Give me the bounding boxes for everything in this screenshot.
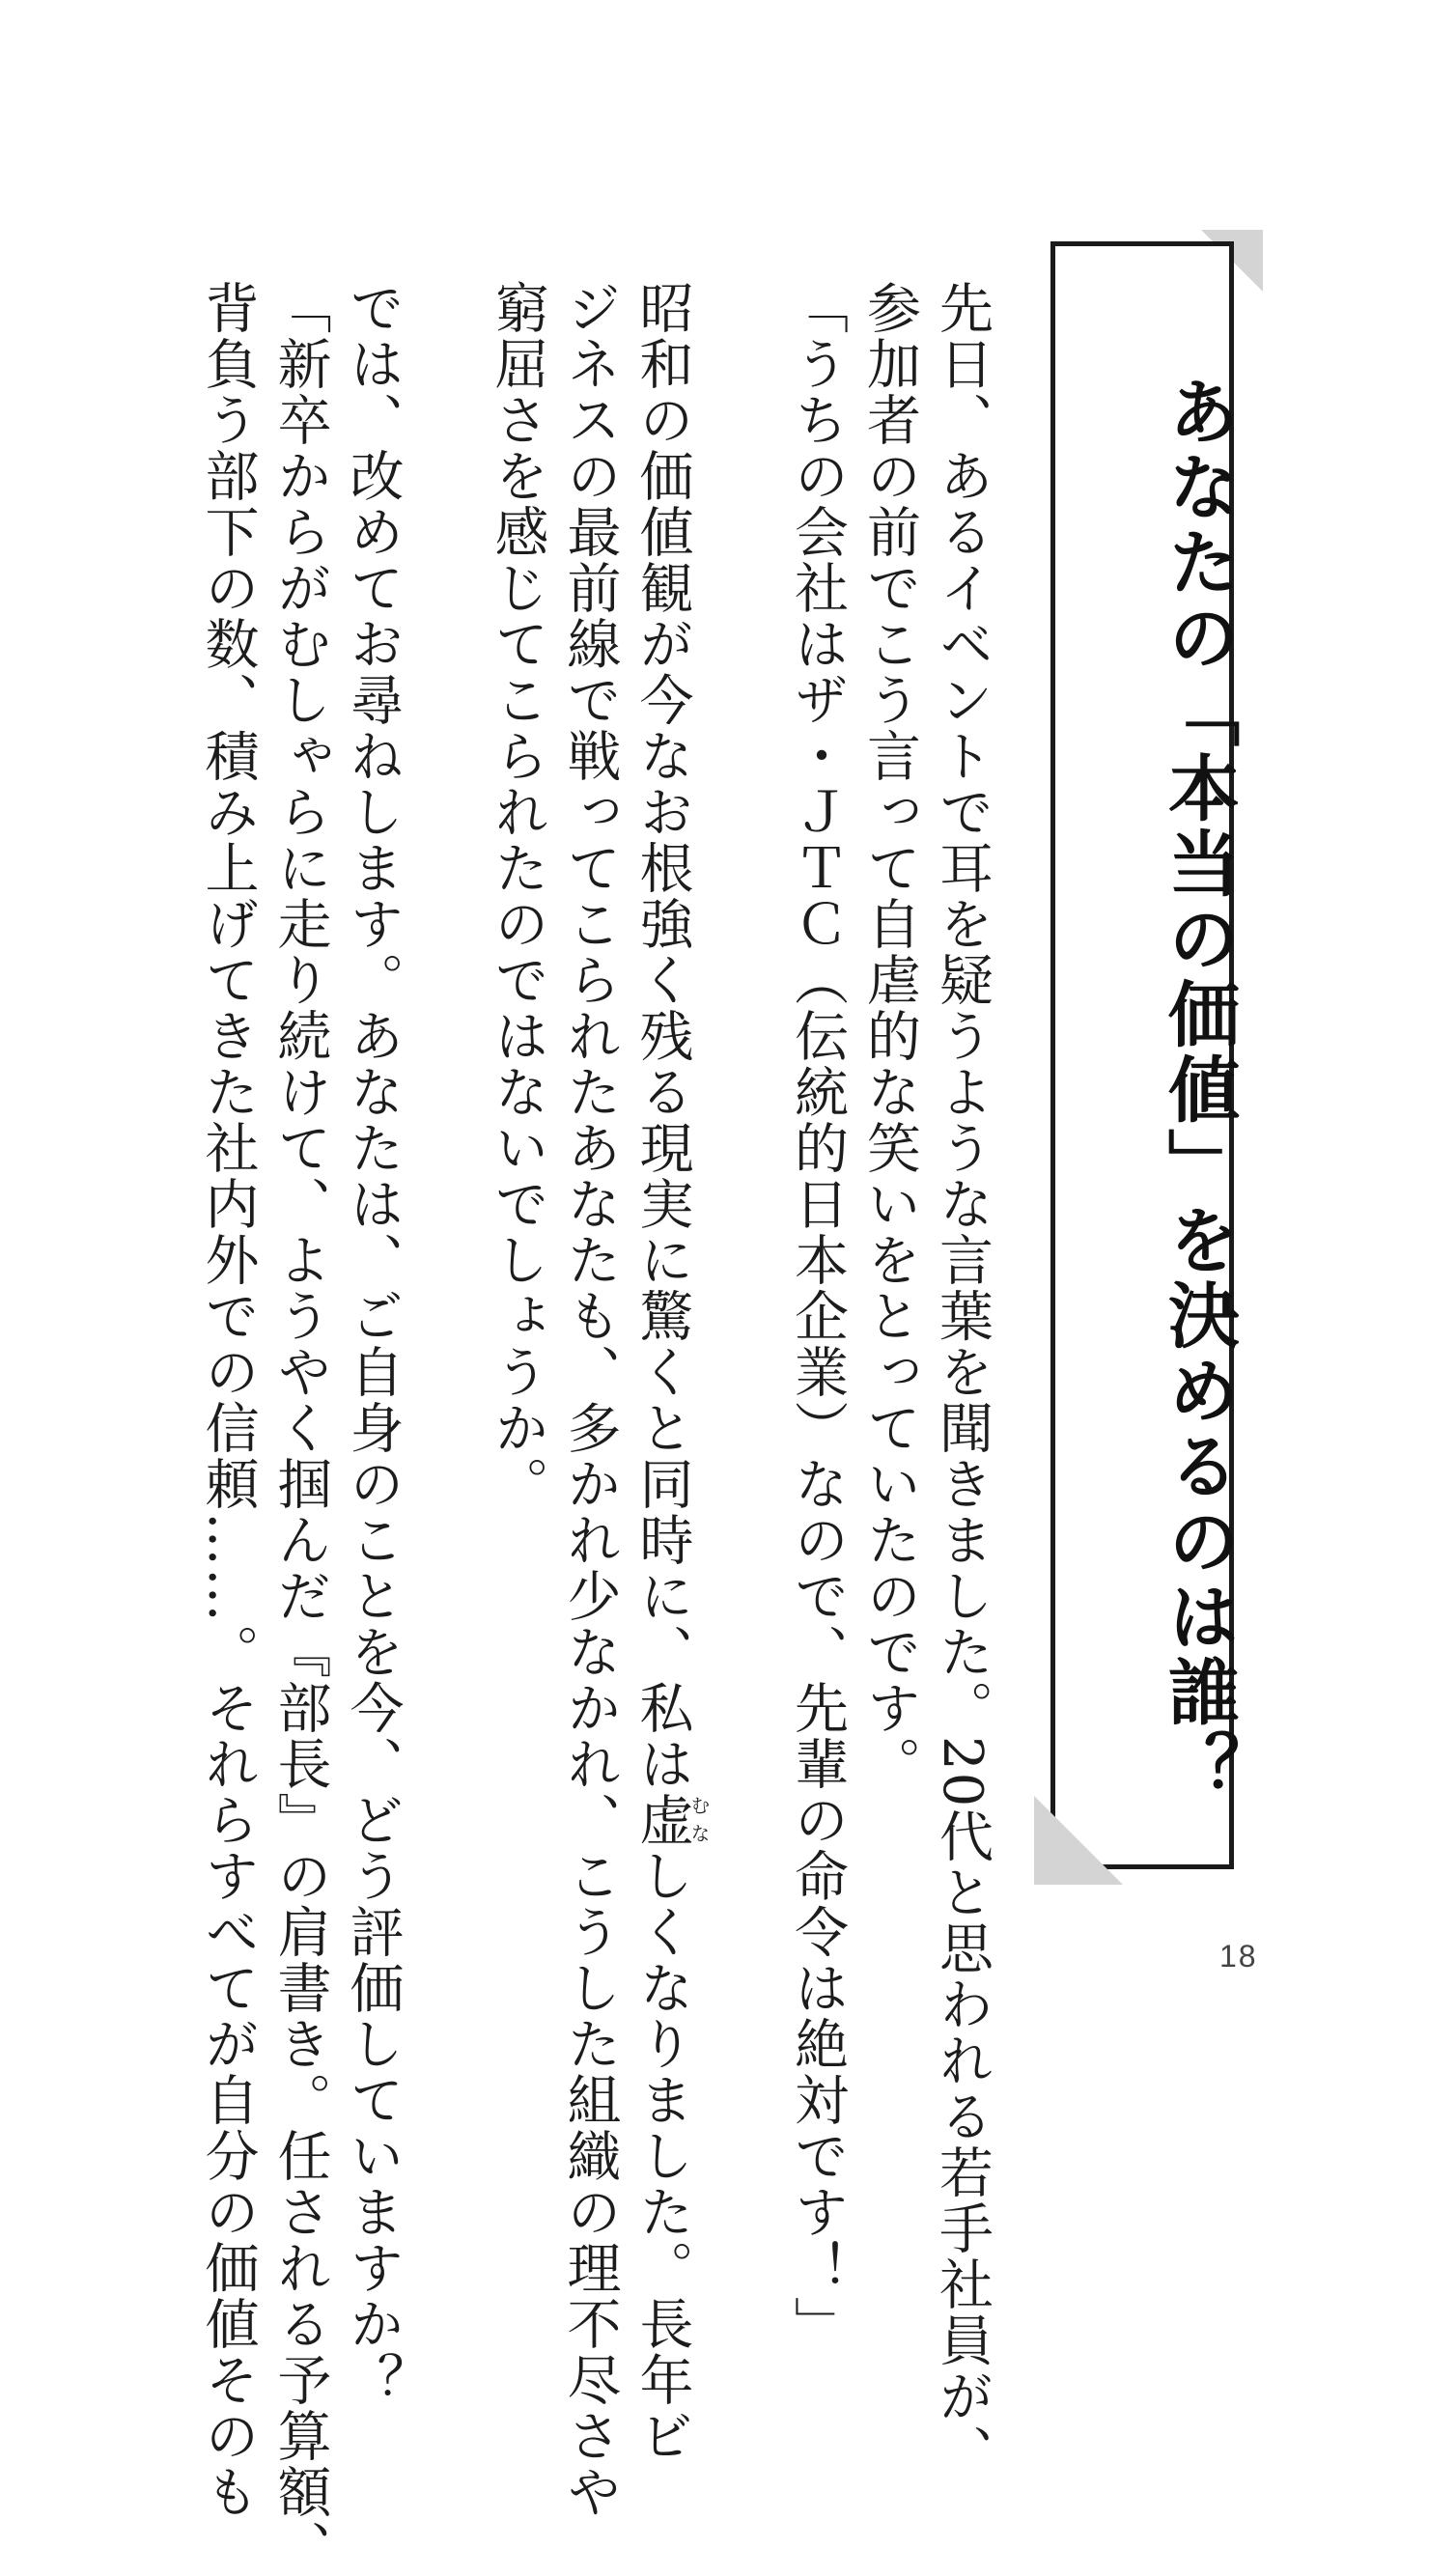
body-line-2: 参加者の前でこう言って自虐的な笑いをとっていたのです。	[858, 280, 921, 1792]
body-text	[192, 280, 999, 2576]
ruby-base: 虚	[630, 1792, 694, 1848]
paragraph-gap	[709, 280, 781, 1902]
body-line-10: 「新卒からがむしゃらに走り続けて、ようやく掴んだ『部長』の肩書き。任される予算額、	[268, 280, 332, 2576]
body-line-9: では、改めてお尋ねします。あなたは、ご自身のことを今、どう評価していますか？	[341, 280, 405, 2408]
line-5-before-ruby: 昭和の価値観が今なお根強く残る現実に驚くと同時に、私は	[630, 280, 694, 1792]
body-line-5	[627, 280, 711, 2464]
ruby-word	[630, 1792, 711, 1848]
page-number: 18	[1219, 1939, 1258, 1974]
section-heading: あなたの「本当の価値」を決めるのは誰？	[1157, 375, 1240, 1806]
body-line-11: 背負う部下の数、積み上げてきた社内外での信頼……。それらすべてが自分の価値そのも	[196, 280, 260, 2520]
ruby-reading: むな	[687, 1792, 711, 1848]
line-5-after-ruby: しくなりました。長年ビ	[630, 1848, 694, 2464]
body-line-3: 「うちの会社はザ・ＪＴＣ（伝統的日本企業）なので、先輩の命令は絶対です！」	[786, 280, 849, 2352]
paragraph-gap	[409, 280, 482, 1902]
body-line-6: ジネスの最前線で戦ってこられたあなたも、多かれ少なかれ、こうした組織の理不尽さや	[558, 280, 622, 2520]
body-line-7: 窮屈さを感じてこられたのではないでしょうか。	[486, 280, 549, 1512]
body-line-1: 先日、あるイベントで耳を疑うような言葉を聞きました。20代と思われる若手社員が、	[931, 280, 994, 2481]
